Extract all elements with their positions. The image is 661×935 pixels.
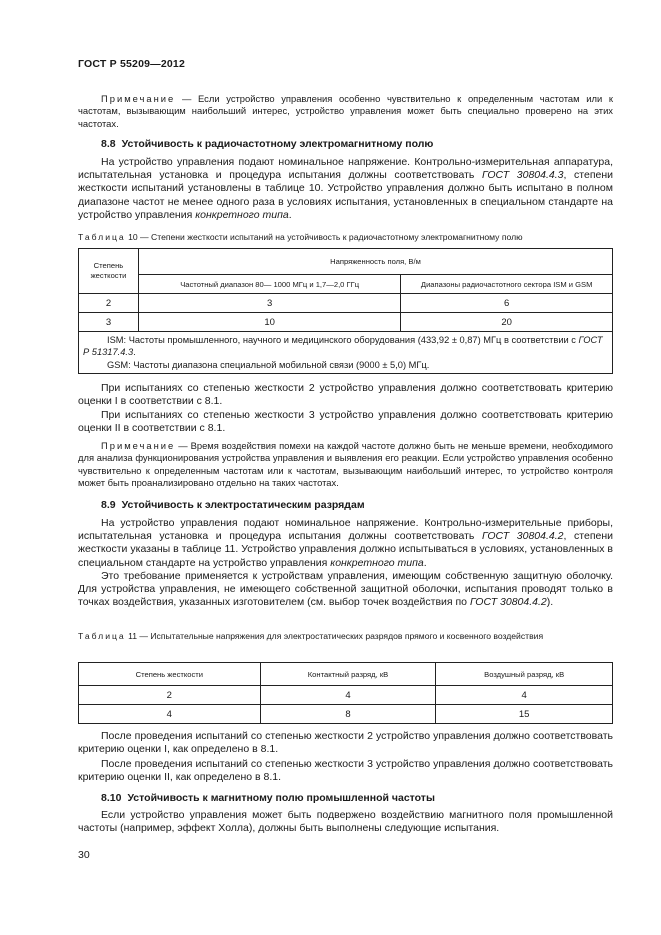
section-8-10-heading: [101, 792, 435, 804]
italic-term: конкретного типа: [330, 556, 424, 569]
text-run: ISM: Частоты промышленного, научного и медицинского оборудования (433,92 ± 0,87) МГц в соответствии с: [107, 335, 579, 345]
section-8-10-paragraph: Если устройство управления может быть подвержено воздействию магнитного поля промышленной частоты (например, эффект Холла), должны быть выполнены следующие испытания.: [78, 809, 613, 835]
caption-text: 11 — Испытательные напряжения для электростатических разрядов прямого и косвенного воздействия: [125, 631, 544, 641]
section-number: 8.8: [101, 138, 116, 150]
cell-level: 2: [79, 294, 139, 313]
note-text: — Если устройство управления особенно чувствительно к определенным частотам или к частотам, вызывающим наибольший интерес, устройство управления может быть специально проверено на этих частотах.: [78, 93, 613, 129]
table-row: [79, 705, 613, 724]
section-number: 8.9: [101, 499, 116, 511]
header-frequency-range: Частотный диапазон 80— 1000 МГц и 1,7—2,0 ГГц: [138, 275, 400, 294]
paragraph-criterion-2: При испытаниях со степенью жесткости 3 устройство управления должно соответствовать критерию оценки II в соответствии с 8.1.: [78, 409, 613, 435]
text-run: На устройство управления подают номинальное напряжение. Контрольно-измерительная аппаратура, испытательная установка и процедура испытания должны соответствовать: [78, 156, 613, 182]
note-label: Примечание: [101, 440, 176, 451]
header-severity: Степень жесткости: [79, 249, 139, 294]
note-text: — Время воздействия помехи на каждой частоте должно быть не меньше времени, необходимого для анализа функционирования устройства управления и выявления его реакции. Если устройство управления особенно чувствительно к определенным частотам или к частотам, вызывающим наибольший интерес, то устройство контроля может быть проанализировано отдельно на таких частотах.: [78, 440, 613, 489]
cell-ism: 6: [401, 294, 613, 313]
text-run: .: [288, 208, 292, 221]
note-2: [78, 440, 613, 490]
note-1: [78, 93, 613, 130]
section-title: Устойчивость к радиочастотному электромагнитному полю: [121, 138, 434, 150]
caption-label: Таблица: [78, 232, 126, 242]
header-severity: Степень жесткости: [79, 663, 261, 686]
italic-term: конкретного типа: [195, 208, 289, 221]
cell-frequency: 10: [138, 313, 400, 332]
text-run: .: [133, 347, 136, 358]
text-run: На устройство управления подают номинальное напряжение. Контрольно-измерительные приборы, испытательная установка и процедура испытания должны соответствовать: [78, 517, 613, 543]
cell-contact: 4: [260, 686, 436, 705]
section-title: Устойчивость к магнитному полю промышленной частоты: [127, 792, 435, 804]
table-note-row: [79, 332, 613, 374]
paragraph-after-table-11-1: После проведения испытаний со степенью жесткости 2 устройство управления должно соответствовать критерию оценки I, как определено в 8.1.: [78, 730, 613, 756]
header-ism-gsm: Диапазоны радиочастотного сектора ISM и GSM: [401, 275, 613, 294]
cell-contact: 8: [260, 705, 436, 724]
text-run: , степени жесткости испытаний установлены в таблице 10. Устройство управления должно быть испытано в полном диапазоне частот не менее одного раза в условиях испытания, установленных в специальном стандарте на устройство управления: [78, 169, 614, 221]
caption-text: 10 — Степени жесткости испытаний на устойчивость к радиочастотному электромагнитному полю: [125, 232, 523, 242]
table-row: [79, 313, 613, 332]
section-8-8-paragraph: [78, 156, 613, 222]
cell-air: 4: [436, 686, 613, 705]
standard-reference: ГОСТ 30804.4.2: [481, 530, 564, 543]
table-11-caption: [78, 631, 613, 643]
note-label: Примечание: [101, 93, 176, 104]
caption-label: Таблица: [78, 631, 126, 641]
note-gsm: GSM: Частоты диапазона специальной мобильной связи (9000 ± 5,0) МГц.: [107, 359, 430, 370]
header-contact-discharge: Контактный разряд, кВ: [260, 663, 436, 686]
standard-reference: ГОСТ Р 51317.4.3: [83, 335, 603, 358]
section-8-9-paragraph-1: [78, 517, 613, 570]
text-run: , степени жесткости указаны в таблице 11. Устройство управления должно испытываться в условиях, установленных в специальном стандарте на устройство управления: [78, 530, 614, 569]
standard-reference: ГОСТ 30804.4.3: [481, 169, 564, 182]
section-title: Устойчивость к электростатическим разрядам: [121, 499, 365, 511]
paragraph-after-table-11-2: После проведения испытаний со степенью жесткости 3 устройство управления должно соответствовать критерию оценки II, как определено в 8.1.: [78, 758, 613, 784]
text-run: .: [423, 556, 427, 569]
text-run: Это требование применяется к устройствам управления, имеющим собственную защитную оболочку. Для устройства управления, не имеющего собственной защитной оболочки, испытания проводят только в точках воздействия, указанных изготовителем (см. выбор точек воздействия по: [78, 570, 613, 609]
paragraph-criterion-1: При испытаниях со степенью жесткости 2 устройство управления должно соответствовать критерию оценки I в соответствии с 8.1.: [78, 382, 613, 408]
section-number: 8.10: [101, 792, 122, 804]
note-ism: [83, 334, 608, 359]
table-10-notes: [79, 332, 613, 374]
standard-reference: ГОСТ 30804.4.2: [469, 596, 547, 609]
page-number: 30: [78, 849, 90, 861]
table-row: [79, 686, 613, 705]
cell-level: 2: [79, 686, 261, 705]
section-8-8-heading: [101, 138, 433, 150]
table-11: [78, 662, 613, 724]
cell-ism: 20: [401, 313, 613, 332]
document-header: ГОСТ Р 55209—2012: [78, 58, 186, 70]
cell-air: 15: [436, 705, 613, 724]
text-run: ).: [546, 596, 554, 609]
section-8-9-heading: [101, 499, 365, 511]
section-8-9-paragraph-2: [78, 570, 613, 610]
cell-frequency: 3: [138, 294, 400, 313]
cell-level: 4: [79, 705, 261, 724]
table-10: [78, 248, 613, 374]
header-air-discharge: Воздушный разряд, кВ: [436, 663, 613, 686]
cell-level: 3: [79, 313, 139, 332]
header-field-strength: Напряженность поля, В/м: [138, 249, 612, 275]
table-row: [79, 294, 613, 313]
table-10-caption: [78, 232, 613, 244]
